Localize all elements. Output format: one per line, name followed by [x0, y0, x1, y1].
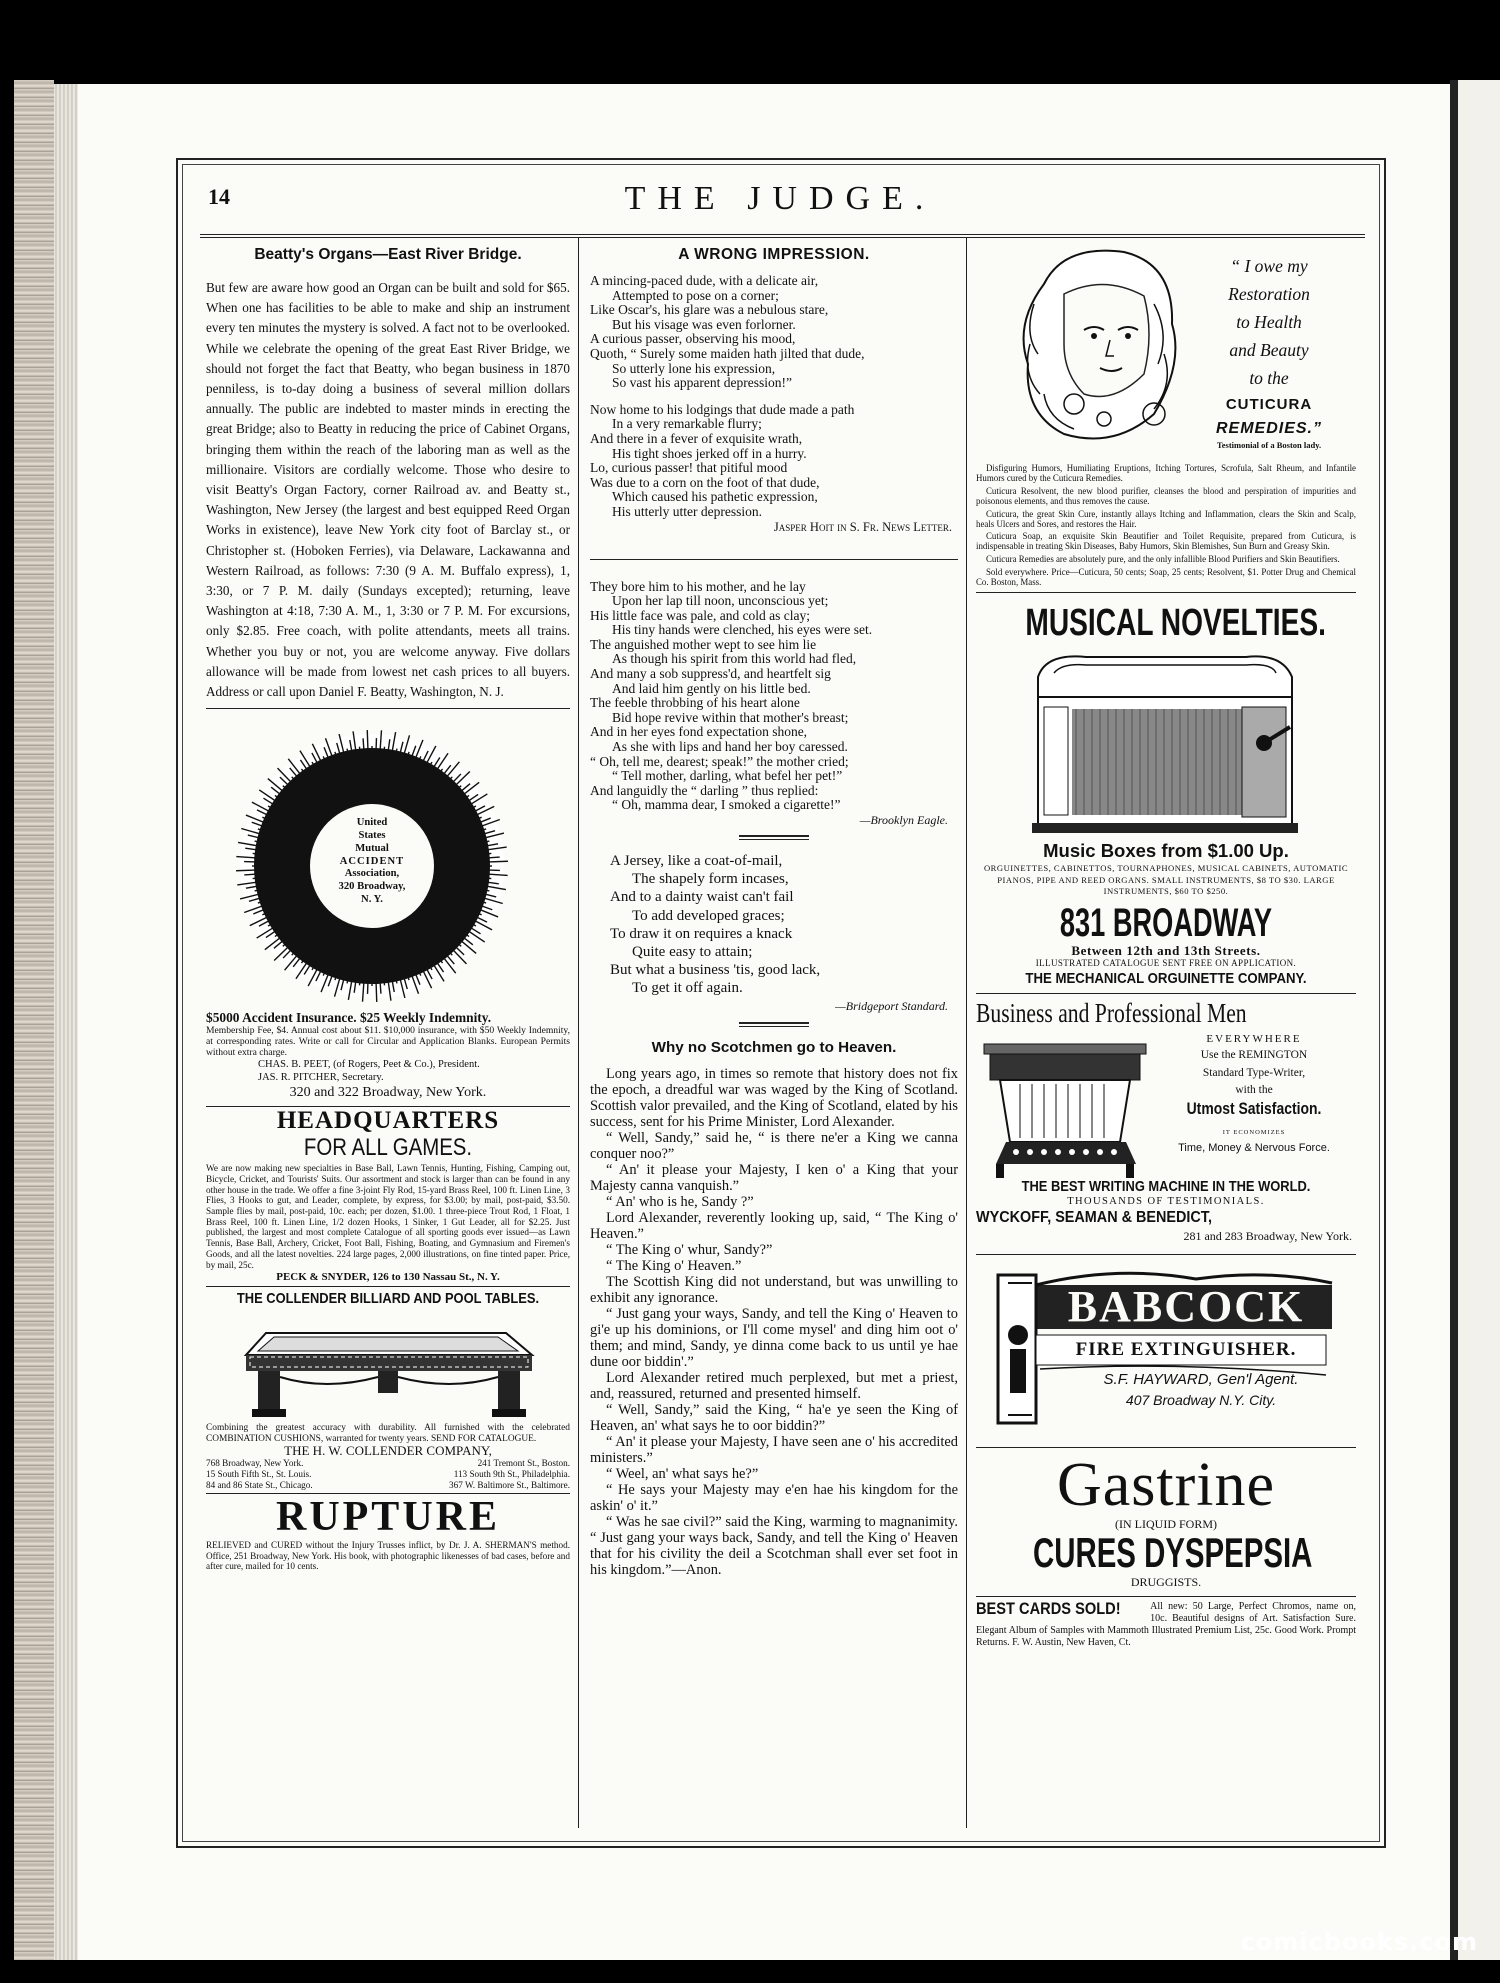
section-rule — [206, 1493, 570, 1494]
address: 367 W. Baltimore St., Baltimore. — [449, 1479, 570, 1490]
poem-line: To add developed graces; — [632, 907, 785, 924]
address-row — [206, 1480, 570, 1491]
cigarette-poem — [590, 580, 958, 828]
poem-line: So vast his apparent depression!” — [612, 375, 792, 391]
poem-line: They bore him to his mother, and he lay — [590, 578, 806, 594]
cards-body — [976, 1598, 1356, 1649]
woman-portrait-icon — [1004, 244, 1204, 454]
wrong-impression-poem — [590, 246, 958, 535]
poem-line: His little face was pale, and cold as clay; — [590, 607, 811, 623]
column-middle — [590, 244, 958, 1828]
music-boxes-price: Music Boxes from $1.00 Up. — [1043, 839, 1289, 861]
poem-line: And languidly the “ darling ” thus replied: — [590, 782, 819, 798]
billiard-headline: THE COLLENDER BILLIARD AND POOL TABLES. — [236, 1290, 540, 1308]
poem-line: As though his spirit from this world had fled, — [612, 651, 857, 667]
poem-credit: —Brooklyn Eagle. — [859, 813, 948, 827]
marbled-binding-edge — [14, 80, 54, 1960]
accident-secretary: JAS. R. PITCHER, Secretary. — [258, 1072, 384, 1084]
billiard-body: Combining the greatest accuracy with durability. All furnished with the celebrated COMBINATION CUSHIONS, warranted for twenty years. SEND FOR CATALOGUE. — [206, 1423, 570, 1444]
poem-line: A curious passer, observing his mood, — [590, 331, 796, 347]
rupture-ad — [206, 1494, 570, 1572]
separator — [739, 835, 809, 840]
poem-line: And laid him gently on his little bed. — [612, 680, 811, 696]
cuticura-paragraph: Cuticura Remedies are absolutely pure, and the only infallible Blood Purifiers and Skin Beautifiers. — [986, 554, 1340, 565]
article-title: Why no Scotchmen go to Heaven. — [651, 1038, 897, 1056]
seal-line: ACCIDENT — [339, 855, 405, 867]
accident-ad — [206, 717, 570, 1102]
remington-copy — [1154, 1032, 1354, 1155]
music-box-icon — [976, 647, 1356, 839]
gastrine-form: (IN LIQUID FORM) — [1115, 1516, 1217, 1531]
quote-line: Restoration — [1228, 284, 1310, 304]
seal-line: Mutual — [355, 842, 389, 854]
article-paragraph: Lord Alexander retired much perplexed, but met a priest, and, reassured, returned and presented himself. — [590, 1369, 958, 1402]
section-rule — [976, 592, 1356, 593]
remington-everywhere: EVERYWHERE — [1206, 1032, 1302, 1045]
article-paragraph: “ Well, Sandy,” said the King, “ ha'e ye seen the King of Heaven, an' what says he to oor biddin?” — [590, 1401, 958, 1434]
seal-line: Association, — [344, 868, 400, 880]
address: 84 and 86 State St., Chicago. — [206, 1479, 313, 1490]
poem-line: And there in a fever of exquisite wrath, — [590, 430, 803, 446]
seal-line: United — [356, 817, 388, 829]
cuticura-brand: CUTICURA — [1225, 396, 1313, 413]
poem-credit-text: Jasper Hoit in S. Fr. News Letter. — [773, 519, 952, 534]
babcock-ad — [976, 1265, 1356, 1433]
beatty-title: Beatty's Organs—East River Bridge. — [254, 246, 522, 263]
poem-line: But his visage was even forlorner. — [612, 316, 796, 332]
cards-ad — [976, 1598, 1356, 1649]
article-paragraph: “ Was he sae civil?” said the King, warming to magnanimity. “ Just gang your ways back, Sandy, and tell the King o' Heaven that for his civility the deil a Scotchman shall ever set foot in his kingdom.”—Anon. — [590, 1513, 958, 1578]
column-rule-1 — [578, 238, 579, 1828]
header-rule — [200, 234, 1365, 235]
gastrine-ad — [976, 1450, 1356, 1590]
poem-line: “ Oh, mamma dear, I smoked a cigarette!” — [612, 797, 841, 813]
remington-use: Use the REMINGTON — [1200, 1048, 1308, 1061]
rupture-body: RELIEVED and CURED without the Injury Trusses inflict, by Dr. J. A. SHERMAN'S method. Office, 251 Broadway, New York. His book, with photographic likenesses of bad cases, before and after cure, mailed for 10 cents. — [206, 1540, 570, 1572]
article-paragraph: Long years ago, in times so remote that history does not fix the epoch, a dreadful war was waged by the King of Scotland. Scottish valor prevailed, and the King of Scotland, elated by his success, sent for his Prime Minister, Lord Alexander. — [590, 1065, 958, 1130]
masthead-title: THE JUDGE. — [624, 180, 936, 217]
poem-line: A Jersey, like a coat-of-mail, — [610, 853, 783, 869]
quote-line: to Health — [1236, 312, 1302, 332]
typewriter-icon — [980, 1032, 1150, 1182]
poem-line: Quoth, “ Surely some maiden hath jilted that dude, — [590, 345, 865, 361]
games-body: We are now making new specialties in Base Ball, Lawn Tennis, Hunting, Fishing, Camping out, Bicycle, Cricket, and Tourists' Suits. Our assortment and stock is larger than can be found in any other house in the trade. We offer a fine 3-joint Fly Rod, 15-yard Brass Reel, 100 ft. Linen Line, 3 Flies, 3 Hooks to gut, and Leader, complete, by express, for $3.00; by mail, post-paid, $3.50. Sample flies by mail, post-paid, 10c. each; per dozen, $1.00. 1 three-piece Trout Rod, 1 Float, 1 Brass Reel, 100 ft. Linen Line, 1/2 dozen Hooks, 1 Sinker, 1 Gut Leader, all for $2.25. Just published, the largest and most complete Catalogue of all sporting goods ever issued—as Lawn Tennis, Base Ball, Archery, Cricket, Foot Ball, Fishing, Boating, and Gymnasium and Firemen's Goods, and all the latest novelties. 224 large pages, 2,000 illustrations, on fine tinted paper. Price, by mail, 25c. — [206, 1163, 570, 1270]
poem-line: His tight shoes jerked off in a hurry. — [612, 445, 807, 461]
article-paragraph: “ Weel, an' what says he?” — [606, 1465, 759, 1482]
cards-text: All new: 50 Large, Perfect Chromos, name on, 10c. Beautiful designs of Art. Satisfaction Sure. Elegant Album of Samples with Mammoth Illustrated Premium List, 25c. Good Work. Prompt Returns. F. W. Austin, New Haven, Ct. — [976, 1600, 1356, 1648]
binding-gutter — [1450, 80, 1458, 1960]
poem-line: A mincing-paced dude, with a delicate air, — [590, 273, 819, 288]
poem-line: His tiny hands were clenched, his eyes were set. — [612, 622, 873, 638]
section-rule — [976, 1254, 1356, 1255]
section-rule — [590, 559, 958, 560]
seal-line: 320 Broadway, — [338, 881, 406, 893]
musical-address: 831 BROADWAY — [1059, 900, 1273, 945]
article-paragraph: “ Just gang your ways, Sandy, and tell the King o' Heaven to gi'e up his dominions, or I'll come mysel' and ding him oot o' them; and mind, Sandy, ye dinna come back to us until ye hae dune oor biddin'.” — [590, 1305, 958, 1370]
poem-line: Was due to a corn on the foot of that dude, — [590, 474, 820, 490]
poem-line: And in her eyes fond expectation shone, — [590, 724, 808, 740]
remington-best: THE BEST WRITING MACHINE IN THE WORLD. — [1021, 1177, 1311, 1195]
article-paragraph: “ The King o' Heaven.” — [606, 1257, 742, 1274]
accident-headline: $5000 Accident Insurance. $25 Weekly Indemnity. — [206, 1010, 492, 1026]
accident-address: 320 and 322 Broadway, New York. — [289, 1085, 487, 1101]
remington-economizes: IT ECONOMIZES — [1222, 1128, 1286, 1136]
section-rule — [206, 1106, 570, 1107]
cuticura-body — [976, 464, 1356, 588]
poem-line: To get it off again. — [632, 980, 743, 997]
beatty-article — [206, 246, 570, 702]
poem-line: And to a dainty waist can't fail — [610, 889, 794, 906]
billiard-addresses — [206, 1458, 570, 1490]
article-paragraph: “ Well, Sandy,” said he, “ is there ne'er a King we canna conquer noo?” — [590, 1129, 958, 1162]
poem-line: As she with lips and hand her boy caressed. — [612, 739, 848, 755]
poem-line: Now home to his lodgings that dude made a path — [590, 401, 855, 417]
address: 15 South Fifth St., St. Louis. — [206, 1469, 312, 1480]
column-right — [976, 244, 1356, 1828]
poem-line: Quite easy to attain; — [632, 944, 753, 961]
poem-lines — [610, 852, 958, 998]
poem-line: Upon her lap till noon, unconscious yet; — [612, 593, 829, 609]
babcock-address: 407 Broadway N.Y. City. — [1125, 1391, 1277, 1408]
musical-novelties-ad — [976, 603, 1356, 989]
poem-line: And many a sob suppress'd, and heartfelt sig — [590, 666, 831, 682]
musical-company: THE MECHANICAL ORGUINETTE COMPANY. — [1025, 969, 1307, 987]
remington-company: WYCKOFF, SEAMAN & BENEDICT, — [976, 1208, 1213, 1226]
article-paragraph: The Scottish King did not understand, but was unwilling to exhibit any ignorance. — [590, 1273, 958, 1306]
section-rule — [976, 993, 1356, 994]
cuticura-paragraph: Disfiguring Humors, Humiliating Eruptions, Itching Tortures, Scrofula, Salt Rheum, and Infantile Humors cured by the Cuticura Remedies. — [976, 463, 1356, 483]
billiard-table-icon — [206, 1311, 570, 1423]
article-paragraph: “ He says your Majesty may e'en hae his kingdom for the askin' o' it.” — [590, 1481, 958, 1514]
article-body — [590, 1066, 958, 1578]
cuticura-paragraph: Cuticura Resolvent, the new blood purifier, cleanses the blood and perspiration of impurities and poisonous elements, and thus removes the cause. — [976, 485, 1356, 506]
poem-line: His utterly utter depression. — [612, 503, 762, 519]
remington-ad — [976, 998, 1356, 1244]
games-headline: HEADQUARTERS — [276, 1107, 500, 1135]
address-row — [206, 1458, 570, 1469]
facing-page-edge — [1458, 80, 1500, 1960]
poem-line: In a very remarkable flurry; — [612, 416, 762, 432]
musical-headline: MUSICAL NOVELTIES. — [1025, 601, 1326, 644]
site-watermark: comicbooks.com — [1240, 1928, 1478, 1956]
address-row — [206, 1469, 570, 1480]
games-subhead: FOR ALL GAMES. — [303, 1134, 473, 1162]
remington-time: Time, Money & Nervous Force. — [1178, 1141, 1330, 1154]
address: 241 Tremont St., Boston. — [477, 1458, 570, 1469]
remington-utmost: Utmost Satisfaction. — [1186, 1098, 1322, 1118]
poem-line: Which caused his pathetic expression, — [612, 489, 818, 505]
poem-line: To draw it on requires a knack — [610, 925, 793, 942]
seal-line: N. Y. — [361, 894, 383, 906]
poem-lines — [590, 580, 958, 814]
musical-catalogue: ILLUSTRATED CATALOGUE SENT FREE ON APPLICATION. — [1035, 957, 1297, 968]
remington-headline: Business and Professional Men — [976, 997, 1247, 1028]
page-stack-edge — [54, 84, 80, 1960]
games-footer: PECK & SNYDER, 126 to 130 Nassau St., N. Y. — [276, 1271, 500, 1284]
poem-line: Bid hope revive within that mother's breast; — [612, 709, 849, 725]
billiard-ad — [206, 1287, 570, 1490]
address: 113 South 9th St., Philadelphia. — [453, 1469, 570, 1480]
poem-title: A WRONG IMPRESSION. — [678, 246, 870, 263]
scotchmen-article — [590, 1039, 958, 1578]
poem-lines — [590, 274, 958, 520]
remington-testimonials: THOUSANDS OF TESTIMONIALS. — [1067, 1195, 1265, 1207]
musical-list: ORGUINETTES, CABINETTOS, TOURNAPHONES, MUSICAL CABINETS, AUTOMATIC PIANOS, PIPE AND REED ORGANS. SMALL INSTRUMENTS, $8 TO $30. LARGE INSTRUMENTS, $60 TO $250. — [983, 862, 1349, 897]
poem-line: So utterly lone his expression, — [612, 360, 776, 376]
section-rule — [976, 1447, 1356, 1448]
article-paragraph: “ An' who is he, Sandy ?” — [606, 1193, 754, 1210]
billiard-table-illustration — [206, 1311, 570, 1423]
accident-seal-graphic — [206, 717, 570, 1011]
poem-line — [590, 391, 958, 403]
section-rule — [206, 708, 570, 709]
poem-line: Attempted to pose on a corner; — [612, 287, 779, 303]
poem-line: The feeble throbbing of his heart alone — [590, 695, 800, 711]
poem-line: Like Oscar's, his glare was a nebulous stare, — [590, 302, 829, 318]
gastrine-druggists: DRUGGISTS. — [1130, 1574, 1202, 1589]
cards-headline: BEST CARDS SOLD! — [976, 1598, 1121, 1618]
accident-body: Membership Fee, $4. Annual cost about $11. $10,000 insurance, with $50 Weekly Indemnity, at corresponding rates. Write or call for Circular and Application Blanks. European Permits without extra charge. — [206, 1025, 570, 1059]
gastrine-name: Gastrine — [1056, 1450, 1276, 1519]
poem-line: The anguished mother wept to see him lie — [590, 636, 817, 652]
cuticura-testimonial: Testimonial of a Boston lady. — [1216, 440, 1322, 450]
rupture-headline: RUPTURE — [275, 1494, 500, 1541]
babcock-product: FIRE EXTINGUISHER. — [1075, 1338, 1297, 1360]
seal-line: States — [358, 830, 386, 842]
article-paragraph: “ An' it please your Majesty, I have seen ane o' his accredited ministers.” — [590, 1433, 958, 1466]
quote-line: and Beauty — [1229, 340, 1309, 360]
article-paragraph: “ The King o' whur, Sandy?” — [606, 1241, 773, 1258]
remington-standard: Standard Type-Writer, — [1202, 1066, 1306, 1079]
cuticura-ad — [976, 244, 1356, 588]
poem-line: The shapely form incases, — [632, 871, 789, 888]
page-number: 14 — [208, 184, 230, 209]
babcock-agent: S.F. HAYWARD, Gen'l Agent. — [1103, 1370, 1299, 1388]
article-paragraph: “ An' it please your Majesty, I ken o' a King that your Majesty canna vanquish.” — [590, 1161, 958, 1194]
cuticura-paragraph: Sold everywhere. Price—Cuticura, 50 cents; Soap, 25 cents; Resolvent, $1. Potter Drug and Chemical Co. Boston, Mass. — [976, 567, 1356, 588]
remington-address: 281 and 283 Broadway, New York. — [1183, 1228, 1352, 1243]
musical-between: Between 12th and 13th Streets. — [1071, 942, 1261, 958]
accident-president: CHAS. B. PEET, (of Rogers, Peet & Co.), President. — [258, 1059, 480, 1071]
poem-credit: —Bridgeport Standard. — [835, 998, 948, 1013]
header-rule-2 — [200, 237, 1365, 238]
separator — [739, 1022, 809, 1027]
orguinette-illustration — [976, 647, 1356, 839]
cuticura-paragraph: Cuticura, the great Skin Cure, instantly allays Itching and Inflammation, clears the Skin and Scalp, heals Ulcers and Sores, and restores the Hair. — [976, 508, 1356, 529]
poem-credit — [590, 520, 958, 535]
billiard-company: THE H. W. COLLENDER COMPANY, — [284, 1443, 492, 1459]
babcock-name: BABCOCK — [1067, 1281, 1305, 1331]
poem-line: But what a business 'tis, good lack, — [610, 962, 821, 979]
poem-line: Lo, curious passer! that pitiful mood — [590, 460, 788, 476]
poem-line: “ Oh, tell me, dearest; speak!” the mother cried; — [590, 753, 849, 769]
column-left — [206, 244, 570, 1828]
games-ad — [206, 1107, 570, 1284]
jersey-poem — [590, 852, 958, 1014]
article-paragraph: Lord Alexander, reverently looking up, said, “ The King o' Heaven.” — [590, 1209, 958, 1242]
address: 768 Broadway, New York. — [206, 1458, 304, 1469]
remington-with: with the — [1235, 1083, 1273, 1096]
cuticura-paragraph: Cuticura Soap, an exquisite Skin Beautifier and Toilet Requisite, prepared from Cuticura, is indispensable in treating Skin Diseases, Baby Humors, Skin Blemishes, Sun Burn and Greasy Skin. — [976, 531, 1356, 552]
beatty-body: But few are aware how good an Organ can be built and sold for $65. When one has facilities to be able to make and ship an instrument every ten minutes the mystery is solved. A fact not to be overlooked. While we celebrate the opening of the great East River Bridge, we should not forget the fact that Beatty, who began business in 1870 penniless, is to-day doing a business of several million dollars annually. The public are indebted to master minds in erecting the great Bridge; also to Beatty in reducing the price of Cabinet Organs, bringing them within the reach of the laboring man as well as the millionaire. Visitors are cordially welcome. Those who desire to visit Beatty's Organ Factory, corner Railroad av. and Beatty st., Washington, New Jersey (the largest and best equipped Reed Organ Works in existence), leave New York city foot of Barclay st., or Christopher st. (Hoboken Ferries), via Delaware, Lackawanna and Western Railroad, as follows: 7:30 (9 A. M. Buffalo express), 1, 3:30, or 7 P. M. daily (Sundays excepted); returning, leave Washington at 4:18, 7:30 A. M., 1, 3:30 or 7 P. M. For excursions, only $2.85. Free coach, with polite attendants, meets all trains. Whether you buy or not, you are welcome anyway. Five dollars allowance will be made from lowest net cash prices to all buyers. Address or call upon Daniel F. Beatty, Washington, N. J. — [206, 280, 570, 700]
cuticura-quote — [1182, 252, 1356, 440]
cuticura-brand-2: REMEDIES.” — [1215, 420, 1322, 437]
quote-line: to the — [1249, 368, 1289, 388]
column-rule-2 — [966, 238, 967, 1828]
poem-line: “ Tell mother, darling, what befel her pet!” — [612, 768, 843, 784]
quote-line: “ I owe my — [1230, 256, 1308, 276]
gastrine-cures: CURES DYSPEPSIA — [1033, 1528, 1313, 1576]
cuticura-header — [976, 244, 1356, 456]
section-rule — [976, 1596, 1356, 1597]
accident-seal-text — [310, 817, 434, 907]
